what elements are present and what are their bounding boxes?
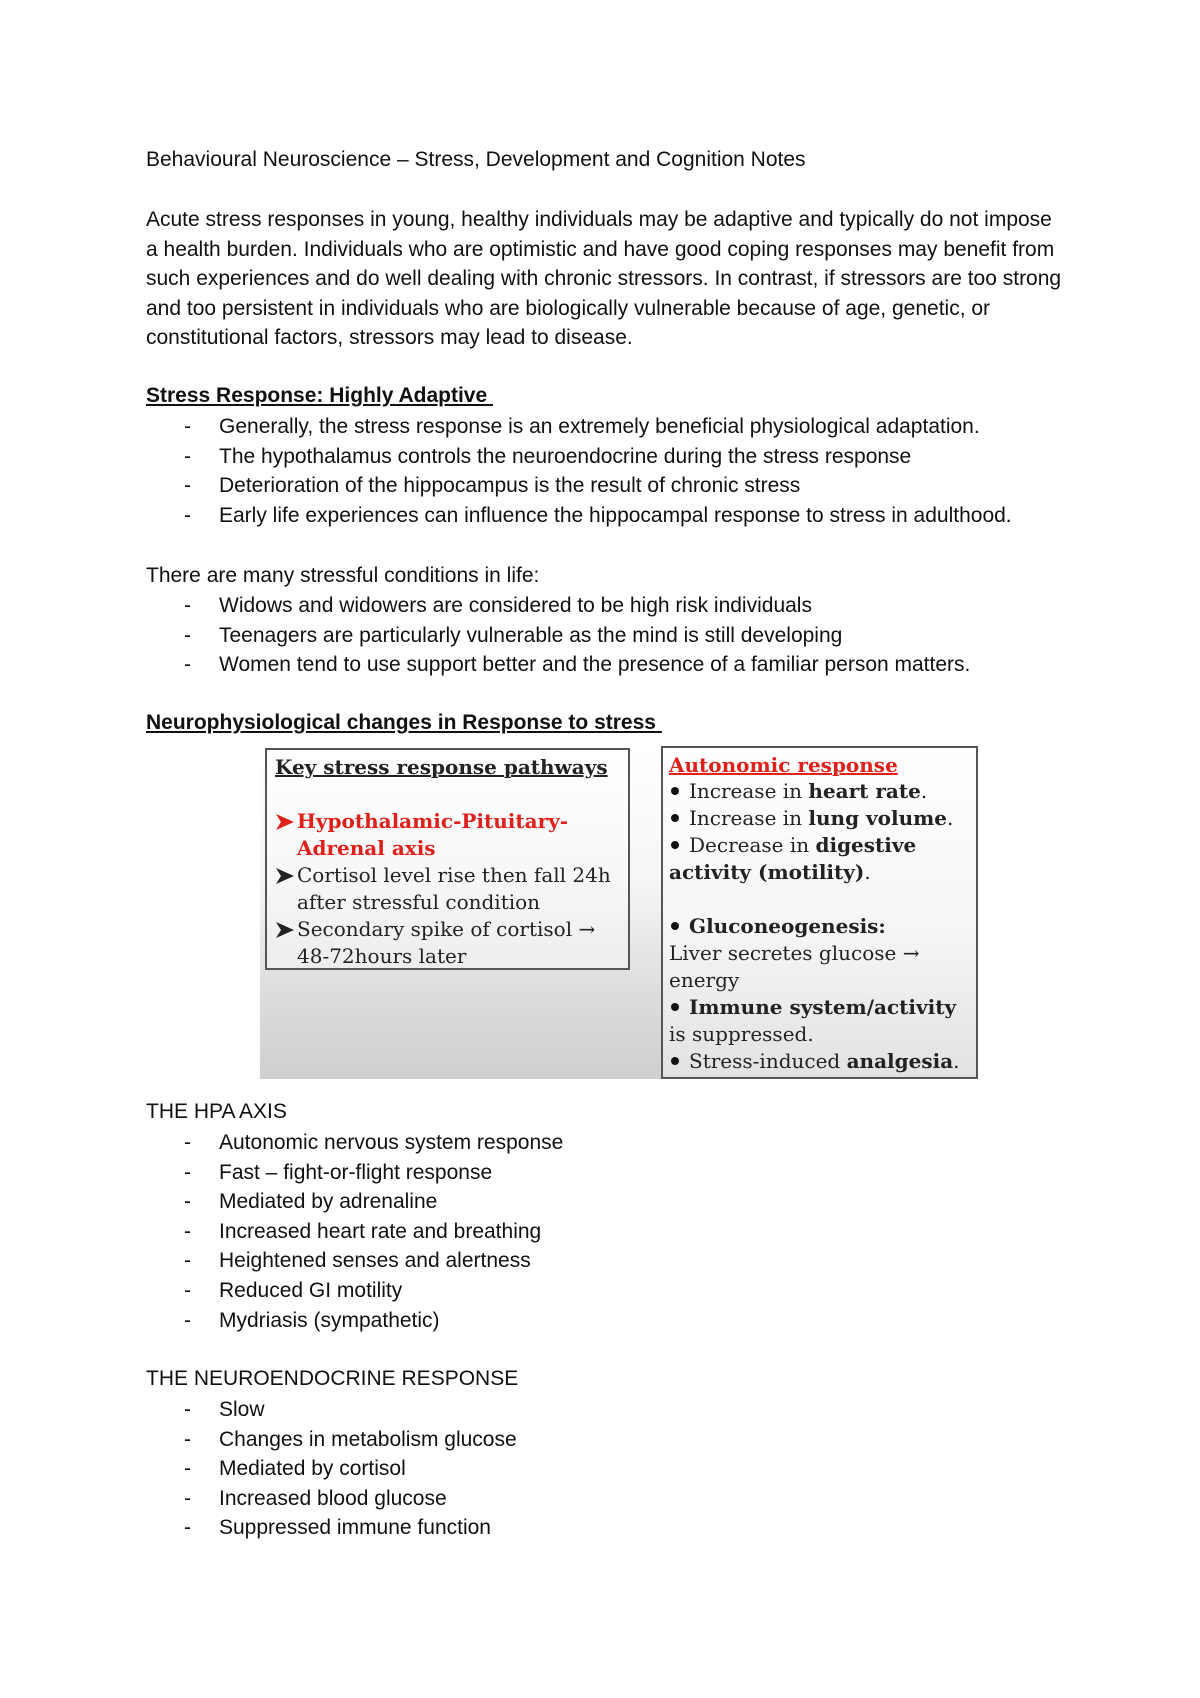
intro-paragraph: Acute stress responses in young, healthy individuals may be adaptive and typically do not impose a health burden. Individuals who are optimistic and have good coping responses may benefit from such experiences and do well dealing with chronic stressors. In contrast, if stressors are too strong and too persistent in individuals who are biologically vulnerable because of age, genetic, or constitutional factors, stressors may lead to disease.: [146, 208, 1062, 350]
list-item: - Women tend to use support better and the presence of a familiar person matters.: [146, 650, 970, 680]
bullet-icon: [671, 787, 679, 795]
stress-pathways-figure: [260, 746, 978, 1079]
pathways-box: [265, 748, 630, 970]
list-item: - Fast – fight-or-flight response: [146, 1158, 563, 1188]
autonomic-heading: Autonomic response: [669, 753, 898, 777]
list-item: - Slow: [146, 1395, 517, 1425]
hpa-axis-list: [146, 1128, 563, 1335]
list-item: - Autonomic nervous system response: [146, 1128, 563, 1158]
lung-volume-item: Increase in lung volume.: [667, 805, 953, 832]
list-item: - Generally, the stress response is an extremely beneficial physiological adaptation.: [146, 412, 1012, 442]
conditions-intro: There are many stressful conditions in life:: [146, 564, 540, 587]
digestive-item-line2: activity (motility).: [669, 860, 871, 884]
cortisol-item: Cortisol level rise then fall 24h: [275, 862, 611, 889]
arrowhead-bullet-icon: [275, 862, 297, 889]
list-item: - Reduced GI motility: [146, 1276, 563, 1306]
list-item: - Mydriasis (sympathetic): [146, 1306, 563, 1336]
neuroendocrine-list: [146, 1395, 517, 1543]
secondary-spike-item-line2: 48-72hours later: [297, 944, 467, 968]
list-item: - Early life experiences can influence the hippocampal response to stress in adulthood.: [146, 501, 1012, 531]
document-title: Behavioural Neuroscience – Stress, Development and Cognition Notes: [146, 148, 806, 171]
conditions-list: [146, 591, 970, 680]
list-marker: -: [184, 1398, 191, 1421]
secondary-spike-item: Secondary spike of cortisol →: [275, 916, 595, 943]
list-marker: -: [184, 1457, 191, 1481]
bullet-icon: [671, 1057, 679, 1065]
list-marker: -: [184, 1249, 191, 1273]
list-marker: -: [184, 1486, 191, 1510]
list-marker: -: [184, 1219, 191, 1243]
immune-item: Immune system/activity: [667, 994, 956, 1021]
list-marker: -: [184, 1131, 191, 1154]
list-item: - Changes in metabolism glucose: [146, 1425, 517, 1455]
list-item: - Heightened senses and alertness: [146, 1246, 563, 1276]
list-item: - Mediated by cortisol: [146, 1454, 517, 1484]
bullet-icon: [671, 922, 679, 930]
liver-glucose-line2: energy: [669, 968, 740, 992]
list-marker: -: [184, 474, 191, 498]
arrowhead-bullet-icon: [275, 808, 297, 835]
list-marker: -: [184, 444, 191, 468]
list-marker: -: [184, 1190, 191, 1214]
hpa-axis-item: Hypothalamic-Pituitary-: [275, 808, 568, 835]
list-marker: -: [184, 653, 191, 677]
list-item: - Suppressed immune function: [146, 1513, 517, 1543]
arrowhead-bullet-icon: [275, 916, 297, 943]
list-item: - Deterioration of the hippocampus is the result of chronic stress: [146, 471, 1012, 501]
autonomic-box: [661, 746, 978, 1079]
list-marker: -: [184, 1278, 191, 1302]
bullet-icon: [671, 814, 679, 822]
list-item: - Widows and widowers are considered to be high risk individuals: [146, 591, 970, 621]
list-item: - Increased heart rate and breathing: [146, 1217, 563, 1247]
digestive-item: Decrease in digestive: [667, 832, 916, 859]
list-item: - Mediated by adrenaline: [146, 1187, 563, 1217]
section-heading-adaptive: Stress Response: Highly Adaptive: [146, 384, 493, 407]
gluconeogenesis-item: Gluconeogenesis:: [667, 913, 886, 940]
section-heading-hpa-axis: THE HPA AXIS: [146, 1100, 287, 1123]
list-marker: -: [184, 503, 191, 527]
immune-item-line2: is suppressed.: [669, 1022, 814, 1046]
list-marker: -: [184, 623, 191, 647]
list-marker: -: [184, 1427, 191, 1451]
adaptive-list: [146, 412, 1012, 530]
section-heading-neurophysiological: Neurophysiological changes in Response to stress: [146, 711, 662, 734]
pathways-heading: Key stress response pathways: [275, 755, 608, 779]
list-item: - Teenagers are particularly vulnerable as the mind is still developing: [146, 621, 970, 651]
list-item: - Increased blood glucose: [146, 1484, 517, 1514]
bullet-icon: [671, 1003, 679, 1011]
list-marker: -: [184, 1308, 191, 1332]
list-marker: -: [184, 594, 191, 617]
list-marker: -: [184, 1160, 191, 1184]
list-marker: -: [184, 415, 191, 438]
list-item: - The hypothalamus controls the neuroendocrine during the stress response: [146, 442, 1012, 472]
list-marker: -: [184, 1516, 191, 1540]
heart-rate-item: Increase in heart rate.: [667, 778, 927, 805]
analgesia-item: Stress-induced analgesia.: [667, 1048, 960, 1075]
section-heading-neuroendocrine: THE NEUROENDOCRINE RESPONSE: [146, 1367, 519, 1390]
bullet-icon: [671, 841, 679, 849]
liver-glucose-line: Liver secretes glucose →: [669, 941, 920, 965]
cortisol-item-line2: after stressful condition: [297, 890, 541, 914]
hpa-axis-item-line2: Adrenal axis: [297, 836, 436, 860]
